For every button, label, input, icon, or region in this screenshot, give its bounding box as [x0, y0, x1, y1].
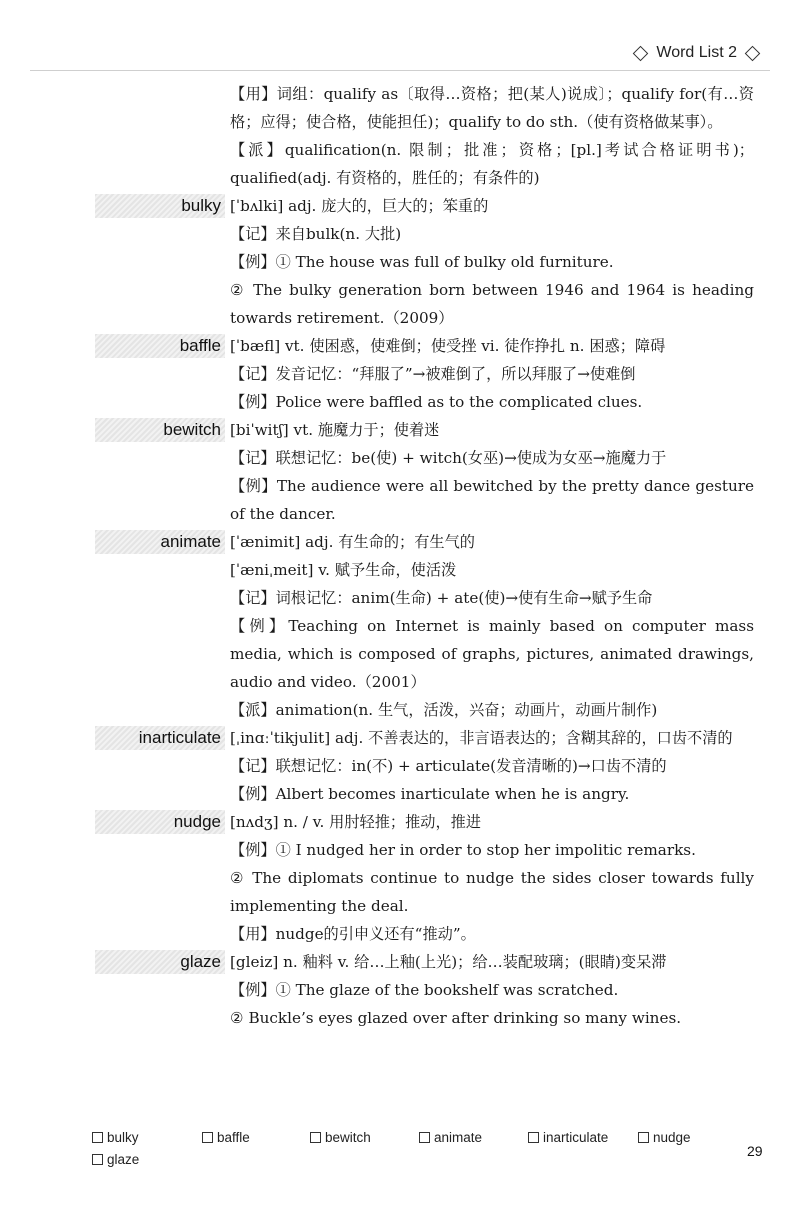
checkbox-icon[interactable]	[92, 1154, 103, 1165]
headword-glaze: glaze	[180, 952, 221, 971]
headword-baffle: baffle	[179, 336, 221, 355]
headword-band	[95, 194, 225, 218]
checkbox-icon[interactable]	[419, 1132, 430, 1143]
checkbox-icon[interactable]	[528, 1132, 539, 1143]
checklist-item-nudge[interactable]	[638, 1130, 691, 1145]
word-list-content	[138, 80, 754, 1032]
entry-line: [ˌinɑːˈtikjulit] adj. 不善表达的，非言语表达的；含糊其辞的，口齿不清的	[230, 729, 733, 747]
entry-line: 【记】来自bulk(n. 大批)	[230, 225, 402, 243]
entry-line: [biˈwitʃ] vt. 施魔力于；使着迷	[230, 421, 440, 439]
headword-band	[95, 418, 225, 442]
checklist-item-bewitch[interactable]	[310, 1130, 371, 1145]
entry-line: 【例】Teaching on Internet is mainly based on computer mass media, which is composed of graphs, pictures, animated drawings, audio and video.（2001）	[230, 617, 754, 691]
header-title: Word List 2	[656, 44, 737, 61]
entry-line: 【例】Albert becomes inarticulate when he is angry.	[230, 785, 630, 803]
checklist-label: animate	[434, 1130, 483, 1145]
entry-line: ② The diplomats continue to nudge the sides closer towards fully implementing the deal.	[230, 869, 754, 915]
checklist-label: nudge	[653, 1130, 691, 1145]
headword-bulky: bulky	[181, 196, 221, 215]
headword-band	[95, 810, 225, 834]
entry-line: 【例】① The glaze of the bookshelf was scratched.	[230, 981, 619, 999]
entry-line: 【记】联想记忆：in(不) + articulate(发音清晰的)→口齿不清的	[230, 757, 667, 775]
header-divider	[30, 70, 770, 71]
checkbox-icon[interactable]	[202, 1132, 213, 1143]
entry-line: [gleiz] n. 釉料 v. 给…上釉(上光)；给…装配玻璃；(眼睛)变呆滞	[230, 953, 667, 971]
entry-line: 【记】发音记忆：“拜服了”→被难倒了，所以拜服了→使难倒	[230, 365, 636, 383]
checklist-item-animate[interactable]	[419, 1130, 482, 1145]
headword-animate: animate	[160, 532, 221, 551]
headword-nudge: nudge	[173, 812, 221, 831]
entry-nudge	[173, 808, 754, 948]
headword-band	[95, 334, 225, 358]
entry-glaze	[180, 948, 754, 1032]
checklist-label: baffle	[217, 1130, 250, 1145]
entry-line: ② The bulky generation born between 1946 and 1964 is heading towards retirement.（2009）	[230, 281, 754, 327]
entry-animate	[160, 528, 754, 724]
entry-line: 【记】联想记忆：be(使) + witch(女巫)→使成为女巫→施魔力于	[230, 449, 667, 467]
entry-line: ② Buckle’s eyes glazed over after drinking so many wines.	[230, 1009, 682, 1027]
entry-line: 【例】① The house was full of bulky old furniture.	[230, 253, 614, 271]
diamond-icon	[745, 45, 761, 61]
entry-line: 【例】Police were baffled as to the complicated clues.	[230, 393, 643, 411]
checklist-item-baffle[interactable]	[202, 1130, 250, 1145]
entry-line: 【用】nudge的引申义还有“推动”。	[230, 925, 476, 943]
page-number: 29	[747, 1143, 763, 1159]
checkbox-icon[interactable]	[638, 1132, 649, 1143]
headword-inarticulate: inarticulate	[138, 728, 221, 747]
entry-line: 【例】① I nudged her in order to stop her impolitic remarks.	[230, 841, 696, 859]
checklist-item-glaze[interactable]	[92, 1152, 139, 1167]
header-title-group	[631, 44, 762, 62]
entry-bulky	[181, 192, 754, 332]
entry-inarticulate	[138, 724, 754, 808]
checklist-label: glaze	[107, 1152, 140, 1167]
checkbox-icon[interactable]	[310, 1132, 321, 1143]
entry-line: [ˈbæfl] vt. 使困惑，使难倒；使受挫 vi. 徒作挣扎 n. 困惑；障碍	[230, 337, 666, 355]
entry-line: 【派】animation(n. 生气，活泼，兴奋；动画片，动画片制作)	[230, 701, 658, 719]
entry-line: 【记】词根记忆：anim(生命) + ate(使)→使有生命→赋予生命	[230, 589, 653, 607]
headword-band	[95, 530, 225, 554]
entry-line: [ˈæniˌmeit] v. 赋予生命，使活泼	[230, 561, 457, 579]
checklist-item-inarticulate[interactable]	[528, 1130, 608, 1145]
checklist-label: bulky	[107, 1130, 139, 1145]
entry-line: [nʌdʒ] n. / v. 用肘轻推；推动，推进	[230, 813, 482, 831]
checklist-item-bulky[interactable]	[92, 1130, 139, 1145]
top-usage: 【用】词组：qualify as〔取得…资格；把(某人)说成〕；qualify for(有…资格；应得；使合格，使能担任)；qualify to do sth.（使有资格做某事）。	[230, 85, 754, 131]
entry-bewitch	[163, 416, 754, 528]
headword-band	[95, 726, 225, 750]
headword-bewitch: bewitch	[163, 420, 221, 439]
headword-band	[95, 950, 225, 974]
entry-line: [ˈbʌlki] adj. 庞大的，巨大的；笨重的	[230, 197, 489, 215]
entry-line: [ˈænimit] adj. 有生命的；有生气的	[230, 533, 475, 551]
entry-baffle	[179, 332, 754, 416]
diamond-icon	[633, 45, 649, 61]
top-derivative: 【派】qualification(n. 限制；批准；资格；[pl.]考试合格证明书)；qualified(adj. 有资格的，胜任的；有条件的)	[230, 141, 754, 187]
checklist-label: bewitch	[325, 1130, 371, 1145]
checkbox-icon[interactable]	[92, 1132, 103, 1143]
entry-line: 【例】The audience were all bewitched by the pretty dance gesture of the dancer.	[230, 477, 754, 523]
page-header	[0, 38, 800, 72]
checklist-label: inarticulate	[543, 1130, 609, 1145]
